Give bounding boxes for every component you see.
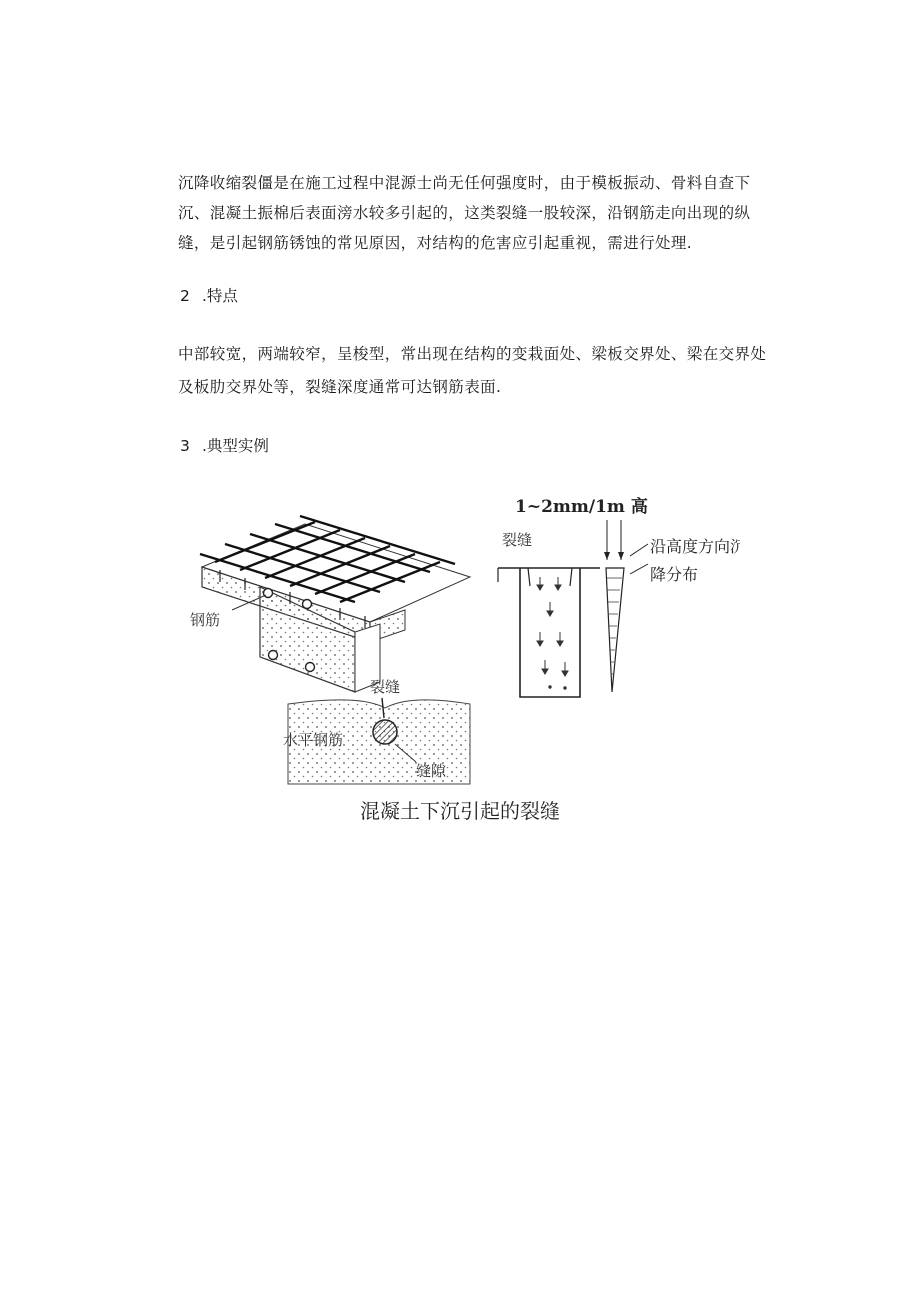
section-2-number: 2 (180, 287, 190, 305)
settlement-crack-figure (180, 482, 740, 792)
section-2-paragraph (178, 338, 767, 404)
beam-slab-drawing (190, 516, 470, 692)
intro-line-1: 沉降收缩裂僵是在施工过程中混源士尚无任何强度时，由于模板振动、骨料自查下 (178, 174, 751, 192)
rebar-section-inset (283, 678, 470, 784)
crack-label-section: 裂缝 (502, 531, 533, 549)
section-2-title: .特点 (202, 287, 238, 305)
intro-line-2: 沉、混凝土振棉后表面滂水较多引起的，这类裂缝一股较深，沿钢筋走向出现的纵 (178, 204, 751, 222)
intro-line-3: 缝，是引起钢筋锈蚀的常见原因，对结构的危害应引起重视，需进行处理. (178, 234, 693, 252)
intro-paragraph (178, 168, 758, 258)
figure-drawing (180, 482, 740, 792)
section-2-heading (180, 284, 238, 306)
rebar-label: 钢筋 (190, 611, 221, 629)
distribution-label-line-2: 降分布 (650, 565, 699, 584)
figure-caption: 混凝土下沉引起的裂缝 (360, 799, 560, 823)
section-2-line-1: 中部较宽，两端较窄，呈梭型，常出现在结构的变栽面处、梁板交界处、梁在交界处 (178, 345, 767, 363)
section-2-line-2: 及板肋交界处等，裂缝深度通常可达钢筋表面. (178, 378, 502, 396)
distribution-label-line-1: 沿高度方向沉 (650, 537, 740, 556)
section-3-number: 3 (180, 437, 190, 455)
settlement-section-drawing (498, 496, 740, 697)
gap-label: 缝隙 (416, 762, 447, 780)
horizontal-rebar-label: 水平钢筋 (283, 731, 344, 749)
settlement-rate-label: 1~2mm/1m 高 (515, 497, 648, 517)
crack-label-inset: 裂缝 (370, 678, 401, 696)
section-3-title: .典型实例 (202, 437, 269, 455)
section-3-heading (180, 434, 269, 456)
